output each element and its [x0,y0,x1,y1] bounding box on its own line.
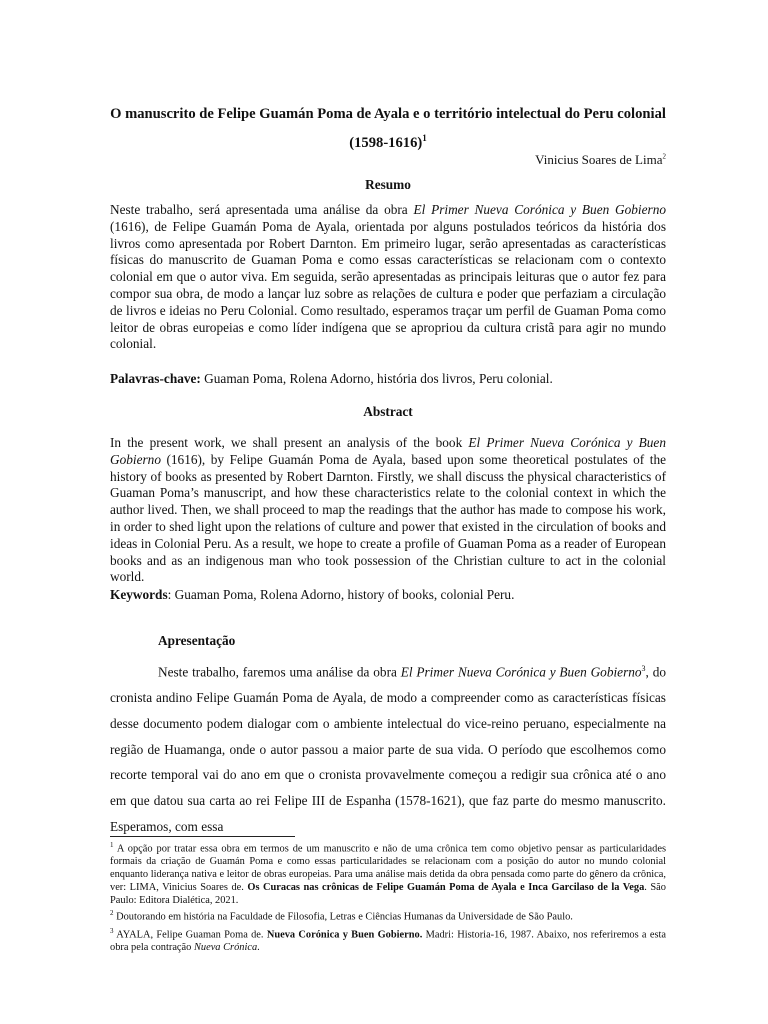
document-title [110,102,666,155]
apresentacao-footnote-mark[interactable]: 3 [641,664,646,673]
footnote-separator [110,836,295,837]
resumo-keywords-text: Guaman Poma, Rolena Adorno, história dos livros, Peru colonial. [200,371,553,386]
apresentacao-text-start: Neste trabalho, faremos uma análise da obra [158,664,401,680]
footnote-3-tail: . [257,941,260,953]
footnote-1-tail: . São Paulo: Editora Dialética, 2021. [110,881,666,906]
resumo-text-start: Neste trabalho, será apresentada uma análise da obra [110,202,414,217]
footnote-3-short-title: Nueva Crónica [193,941,258,953]
abstract-keywords-label: Keywords [110,587,168,602]
abstract-keywords-text: : Guaman Poma, Rolena Adorno, history of books, colonial Peru. [167,587,515,602]
resumo-heading: Resumo [365,177,411,192]
footnote-1-mark: 1 [110,841,114,849]
author-line [535,152,666,168]
resumo-work-title: El Primer Nueva Corónica y Buen Gobierno [413,202,666,217]
title-text: O manuscrito de Felipe Guamán Poma de Ayala e o território intelectual do Peru colonial (1598-1616) [110,106,666,151]
resumo-keywords [110,371,666,387]
footnote-2-text: Doutorando em história na Faculdade de Filosofia, Letras e Ciências Humanas da Universidade de São Paulo. [113,911,573,923]
apresentacao-paragraph [110,656,666,839]
footnote-1 [110,839,666,907]
footnote-3-mid: Madri: Historia-16, 1987. Abaixo, nos referiremos a esta obra pela contração [110,929,666,953]
footnote-2 [110,907,666,924]
resumo-text-rest: (1616), de Felipe Guamán Poma de Ayala, orientada por alguns postulados teóricos da história dos livros como apresentada por Robert Darnton. Em primeiro lugar, serão apresentadas as características físicas do manuscrito de Guaman Poma e como essas características se relacionam com o contexto colonial em que o autor viva. Em seguida, serão apresentadas as principais leituras que o autor fez para compor sua obra, de modo a lançar luz sobre as relações de cultura e poder que perfaziam a circulação de livros e ideias no Peru Colonial. Como resultado, esperamos traçar um perfil de Guaman Poma como leitor de obras europeias e como líder indígena que se apropriou da cultura cristã para agir no mundo colonial. [110,218,666,352]
footnote-1-text: A opção por tratar essa obra em termos de um manuscrito e não de uma crônica tem como objetivo pensar as particularidades formais da criação de Guamán Poma e como essas particularidades se relacionam com a posição do autor no mundo colonial enquanto liderança nativa e leitor de obras europeias. Para uma análise mais detida da obra pensada como parte do gênero da crônica, ver: LIMA, Vinicius Soares de. [110,843,666,893]
footnote-3-book-title: Nueva Corónica y Buen Gobierno. [266,929,423,941]
resumo-paragraph [110,202,666,353]
apresentacao-text-rest: , do cronista andino Felipe Guamán Poma de Ayala, de modo a compreender como as características físicas desse documento podem dialogar com o ambiente intelectual do vice-reino peruano, especialmente na região de Huamanga, onde o autor passou a maior parte de sua vida. O período que escolhemos como recorte temporal vai do ano em que o cronista provavelmente começou a redigir sua crônica até o ano em que datou sua carta ao rei Felipe III de Espanha (1578-1621), que faz parte do mesmo manuscrito. Esperamos, com essa [110,664,666,834]
apresentacao-work-title: El Primer Nueva Corónica y Buen Gobierno [400,664,642,680]
author-footnote-mark[interactable]: 2 [662,152,666,161]
footnote-1-book-title: Os Curacas nas crônicas de Felipe Guamán Poma de Ayala e Inca Garcilaso de la Vega [247,881,645,893]
abstract-work-title: El Primer Nueva Corónica y Buen Gobierno [110,435,666,467]
footnote-2-mark: 2 [110,909,114,918]
footnote-3 [110,925,666,955]
abstract-text-rest: (1616), by Felipe Guamán Poma de Ayala, based upon some theoretical postulates of the history of books as presented by Robert Darnton. Firstly, we shall discuss the physical characteristics of Guaman Poma’s manuscript, and how these characteristics relate to the colonial context in which the author lived. Then, we shall proceed to map the readings that the author has made to compose his work, in order to shed light upon the relations of culture and power that existed in the circulation of books and ideas in Colonial Peru. As a result, we hope to create a profile of Guaman Poma as a reader of European books and as an indigenous man who took possession of the Christian culture to act in the colonial world. [110,451,666,585]
footnote-3-mark: 3 [110,926,114,935]
abstract-text-start: In the present work, we shall present an analysis of the book [110,435,469,450]
footnote-3-text: AYALA, Felipe Guaman Poma de. [113,929,267,941]
section-heading-apresentacao: Apresentação [158,633,236,648]
author-name: Vinicius Soares de Lima [535,152,663,167]
footnotes [110,839,666,955]
abstract-heading: Abstract [363,404,413,419]
title-footnote-mark[interactable]: 1 [422,133,427,143]
abstract-keywords [110,587,666,603]
abstract-paragraph [110,435,666,586]
resumo-keywords-label: Palavras-chave: [110,371,201,386]
